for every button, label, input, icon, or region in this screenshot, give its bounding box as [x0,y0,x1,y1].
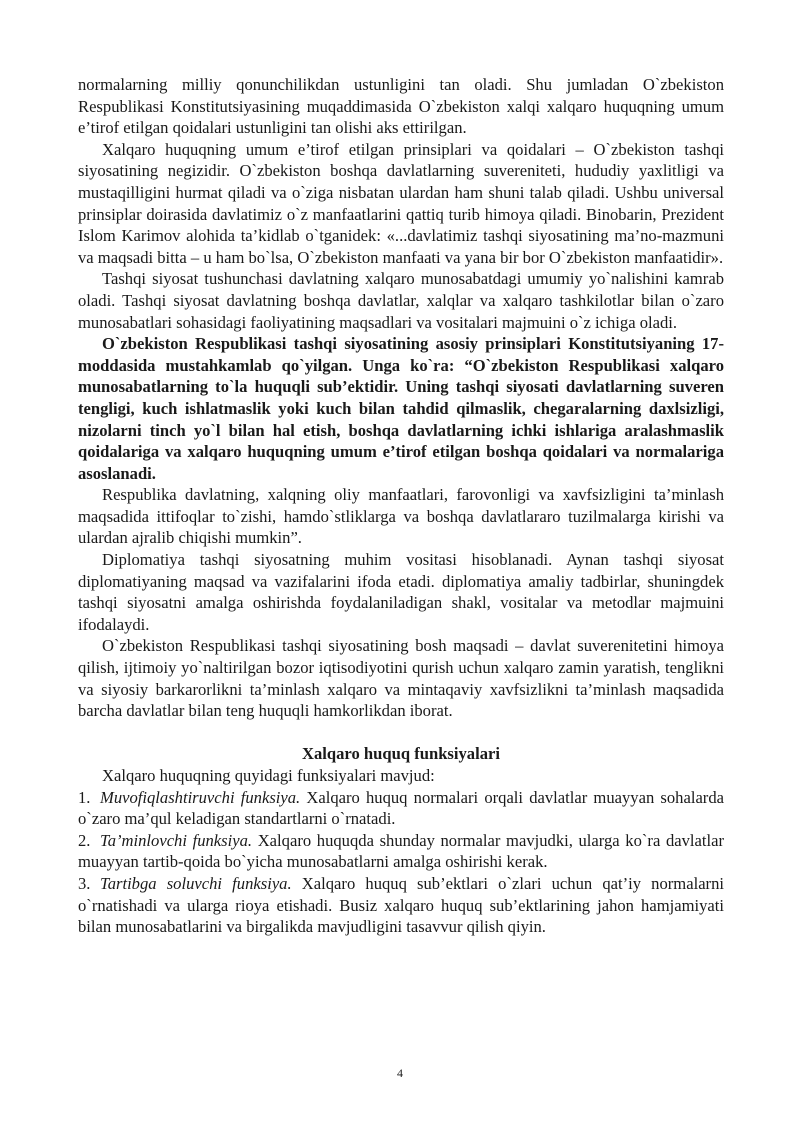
list-item-title: Ta’minlovchi funksiya. [100,830,253,850]
paragraph-constitution-article-17: O`zbekiston Respublikasi tashqi siyosatining asosiy prinsiplari Konstitutsiyaning 17-moddasida mustahkamlab qo`yilgan. Unga ko`ra: “O`zbekiston Respublikasi xalqaro munosabatlarning to`la huquqli sub’ektidir. Uning tashqi siyosati davlatlarning suveren tengligi, kuch ishlatmaslik yoki kuch bilan tahdid qilmaslik, chegaralarning daxlsizligi, nizolarni tinch yo`l bilan hal etish, boshqa davlatlarning ichki ishlariga aralashmaslik qoidalariga va xalqaro huquqning umum e’tirof etilgan boshqa qoidalari va normalariga asoslanadi. [78,334,724,483]
list-item-number: 3. [78,873,91,893]
list-item [78,787,724,830]
paragraph-continuation: normalarning milliy qonunchilikdan ustunligini tan oladi. Shu jumladan O`zbekiston Respublikasi Konstitutsiyasining muqaddimasida O`zbekiston xalqi xalqaro huquqning umum e’tirof etilgan qoidalari ustunligini tan olishi aks ettirilgan. [78,75,724,138]
section-heading: Xalqaro huquq funksiyalari [302,744,500,764]
paragraph-principles: Xalqaro huquqning umum e’tirof etilgan prinsiplari va qoidalari – O`zbekiston tashqi siyosatining negizidir. O`zbekiston boshqa davlatlarning suvereniteti, hududiy yaxlitligi va mustaqilligini hurmat qiladi va o`ziga nisbatan ulardan ham shuni talab qiladi. Ushbu universal prinsiplar doirasida davlatimiz o`z manfaatlarini qattiq turib himoya qiladi. Binobarin, Prezident Islom Karimov alohida ta’kidlab o`tganidek: «...davlatimiz tashqi siyosatining ma’no-mazmuni va maqsadi bitta – u ham bo`lsa, O`zbekiston manfaati va yana bir bor O`zbekiston manfaatidir». [78,139,724,267]
list-item-title: Tartibga soluvchi funksiya. [100,873,292,893]
paragraph-foreign-policy-concept: Tashqi siyosat tushunchasi davlatning xalqaro munosabatdagi umumiy yo`nalishini kamrab oladi. Tashqi siyosat davlatning boshqa davlatlar, xalqlar va xalqaro tashkilotlar bilan o`zaro munosabatlari sohasidagi faoliyatining maqsadlari va vositalari majmuini o`z ichiga oladi. [78,269,724,332]
paragraph-diplomacy: Diplomatiya tashqi siyosatning muhim vositasi hisoblanadi. Aynan tashqi siyosat diplomatiyaning maqsad va vazifalarini ifoda etadi. diplomatiya amaliy tadbirlar, shuningdek tashqi siyosatni amalga oshirishda foydalaniladigan shakl, vositalar va metodlar majmuini ifodalaydi. [78,550,724,634]
list-item-title: Muvofiqlashtiruvchi funksiya. [100,787,301,807]
paragraph-republic-interests: Respublika davlatning, xalqning oliy manfaatlari, farovonligi va xavfsizligini ta’minlash maqsadida ittifoqlar to`zishi, hamdo`stliklarga va boshqa davlatlararo tuzilmalarga kirishi va ulardan ajralib chiqishi mumkin”. [78,485,724,548]
page-number: 4 [397,1066,403,1080]
paragraph-main-goal: O`zbekiston Respublikasi tashqi siyosatining bosh maqsadi – davlat suverenitetini himoya qilish, ijtimoiy yo`naltirilgan bozor iqtisodiyotini qurish uchun xalqaro zamin yaratish, tenglikni va siyosiy barkarorlikni ta’minlash xalqaro va mintaqaviy xavfsizlikni ta’minlash maqsadida barcha davlatlar bilan teng huquqli hamkorlikdan iborat. [78,636,724,721]
list-item [78,830,724,873]
list-item-text: Xalqaro huquq normalari orqali davlatlar muayyan sohalarda o`zaro ma’qul keladigan standartlarni o`rnatadi. [78,787,724,829]
section-intro: Xalqaro huquqning quyidagi funksiyalari mavjud: [102,766,435,785]
list-item-text: Xalqaro huquqda shunday normalar mavjudki, ularga ko`ra davlatlar muayyan tartib-qoida bo`yicha munosabatlarni amalga oshirishi kerak. [78,830,725,872]
list-item-number: 2. [78,830,91,850]
list-item [78,873,724,938]
list-item-number: 1. [78,787,91,807]
list-item-text: Xalqaro huquq sub’ektlari o`zlari uchun qat’iy normalarni o`rnatishadi va ularga rioya etishadi. Busiz xalqaro huquq sub’ektlarining jahon hamjamiyati bilan munosabatlarini va birgalikda mavjudligini tasavvur qilish qiyin. [78,873,724,937]
document-page [78,74,724,938]
